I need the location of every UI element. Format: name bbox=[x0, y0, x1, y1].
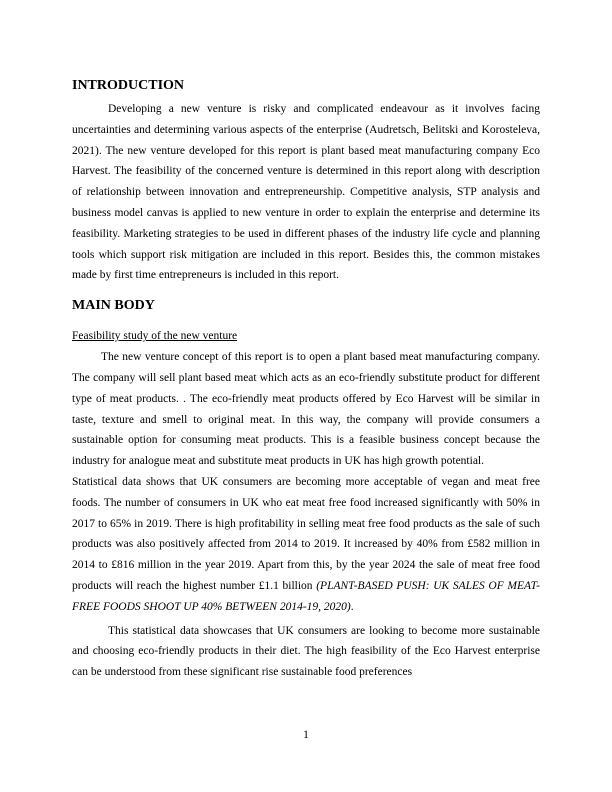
statistics-paragraph bbox=[72, 472, 540, 618]
feasibility-subheading: Feasibility study of the new venture bbox=[72, 330, 238, 343]
statistics-end: . bbox=[350, 600, 354, 613]
statistics-citation: (PLANT-BASED PUSH: UK SALES OF MEAT-FREE FOODS SHOOT UP 40% BETWEEN 2014-19, 2020) bbox=[72, 579, 540, 613]
page-number: 1 bbox=[303, 729, 309, 741]
introduction-paragraph: Developing a new venture is risky and complicated endeavour as it involves facing uncertainties and determining various aspects of the enterprise (Audretsch, Belitski and Korosteleva, 2021). The new venture developed for this report is plant based meat manufacturing company Eco Harvest. The feasibility of the concerned venture is determined in this report along with description of relationship between innovation and entrepreneurship. Competitive analysis, STP analysis and business model canvas is applied to new venture in order to explain the enterprise and determine its feasibility. Marketing strategies to be used in different phases of the industry life cycle and planning tools which support risk mitigation are included in this report. Besides this, the common mistakes made by first time entrepreneurs is included in this report. bbox=[72, 103, 540, 282]
venture-concept-paragraph: The new venture concept of this report is to open a plant based meat manufacturing company. The company will sell plant based meat which acts as an eco-friendly substitute product for different type of meat products. . The eco-friendly meat products offered by Eco Harvest will be similar in taste, texture and smell to original meat. In this way, the company will provide consumers a sustainable option for consuming meat products. This is a feasible business concept because the industry for analogue meat and substitute meat products in UK has high growth potential. bbox=[72, 351, 540, 468]
introduction-heading: INTRODUCTION bbox=[72, 78, 185, 93]
showcase-paragraph: This statistical data showcases that UK consumers are looking to become more sustainable and choosing eco-friendly products in their diet. The high feasibility of the Eco Harvest enterprise can be understood from these significant rise sustainable food preferences bbox=[72, 624, 540, 679]
main-body-heading: MAIN BODY bbox=[72, 298, 155, 314]
statistics-text: Statistical data shows that UK consumers are becoming more acceptable of vegan and meat free foods. The number of consumers in UK who eat meat free food increased significantly with 50% in 2017 to 65% in 2019. There is high profitability in selling meat free food products as the sale of such products was also positively affected from 2014 to 2019. It increased by 40% from £582 million in 2014 to £816 million in the year 2019. Apart from this, by the year 2024 the sale of meat free food products will reach the highest number £1.1 billion bbox=[72, 475, 540, 592]
page-content bbox=[72, 78, 540, 683]
